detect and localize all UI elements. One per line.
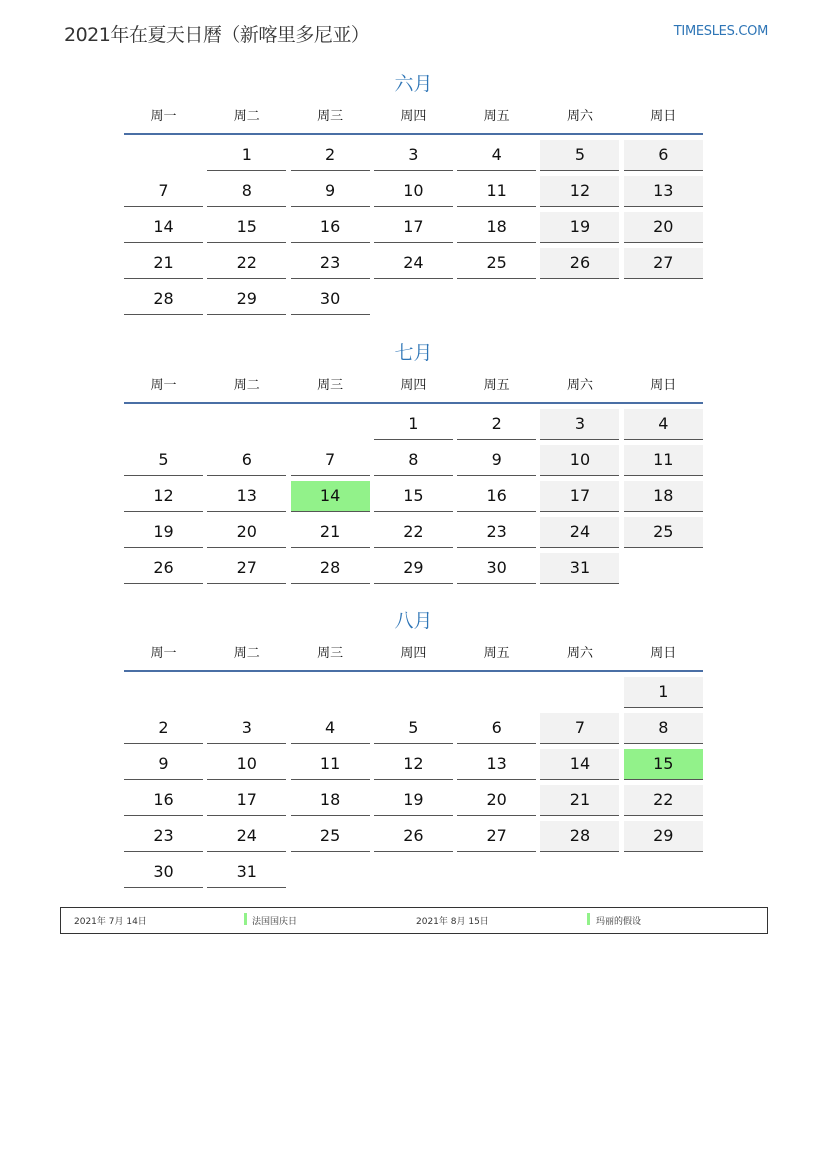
day-cell: 2 [124,713,203,744]
day-cell: 3 [374,140,453,171]
legend-color-swatch [587,913,590,925]
day-cell: 14 [291,481,370,512]
day-cell: 15 [374,481,453,512]
day-cell: 21 [124,248,203,279]
day-cell: 18 [624,481,703,512]
day-cell: 23 [457,517,536,548]
weekday-wed: 周三 [317,109,344,124]
day-cell: 17 [540,481,619,512]
weekday-mon: 周一 [150,646,177,661]
weekday-sat: 周六 [566,378,593,393]
day-cell: 31 [540,553,619,584]
day-cell: 27 [624,248,703,279]
weekday-sat: 周六 [566,646,593,661]
day-cell: 29 [207,284,286,315]
day-cell: 13 [457,749,536,780]
day-cell: 7 [124,176,203,207]
day-cell: 6 [207,445,286,476]
month-june [124,70,703,320]
day-cell: 1 [207,140,286,171]
weekday-sun: 周日 [650,646,677,661]
weekday-mon: 周一 [150,109,177,124]
day-cell: 7 [540,713,619,744]
day-cell: 6 [624,140,703,171]
legend-date: 2021年 7月 14日 [74,917,147,927]
weekday-header [124,373,703,399]
day-cell: 17 [207,785,286,816]
weekday-fri: 周五 [483,109,510,124]
day-cell: 2 [291,140,370,171]
day-cell: 23 [291,248,370,279]
day-cell: 5 [540,140,619,171]
day-cell: 3 [540,409,619,440]
weekday-sun: 周日 [650,378,677,393]
site-link[interactable]: TIMESLES.COM [673,24,768,39]
day-cell: 13 [624,176,703,207]
day-cell: 25 [624,517,703,548]
empty-cell [540,677,619,707]
day-cell: 9 [457,445,536,476]
day-grid [124,140,703,320]
day-cell: 2 [457,409,536,440]
day-cell: 12 [540,176,619,207]
day-cell: 1 [374,409,453,440]
empty-cell [124,677,203,707]
day-cell: 4 [624,409,703,440]
day-cell: 16 [457,481,536,512]
weekday-header [124,641,703,667]
weekday-thu: 周四 [400,378,427,393]
day-cell: 3 [207,713,286,744]
day-cell: 22 [207,248,286,279]
header-divider [124,133,703,135]
day-cell: 18 [457,212,536,243]
day-cell: 8 [207,176,286,207]
day-cell: 19 [124,517,203,548]
weekday-header [124,104,703,130]
weekday-sat: 周六 [566,109,593,124]
day-cell: 5 [124,445,203,476]
day-cell: 10 [540,445,619,476]
day-cell: 31 [207,857,286,888]
day-cell: 13 [207,481,286,512]
day-cell: 11 [457,176,536,207]
day-cell: 12 [374,749,453,780]
day-cell: 20 [624,212,703,243]
page-title: 2021年在夏天日曆（新喀里多尼亚） [64,24,370,46]
header-divider [124,670,703,672]
month-august [124,607,703,893]
day-cell: 4 [291,713,370,744]
day-cell: 22 [374,517,453,548]
day-grid [124,677,703,893]
weekday-thu: 周四 [400,109,427,124]
day-cell: 24 [207,821,286,852]
day-cell: 5 [374,713,453,744]
day-cell: 27 [207,553,286,584]
weekday-wed: 周三 [317,378,344,393]
day-cell: 24 [374,248,453,279]
weekday-tue: 周二 [233,378,260,393]
day-cell: 15 [207,212,286,243]
day-cell: 10 [374,176,453,207]
weekday-tue: 周二 [233,646,260,661]
legend-holiday-name: 法国国庆日 [252,917,298,927]
day-cell: 29 [624,821,703,852]
month-title: 七月 [394,342,433,364]
day-cell: 8 [624,713,703,744]
day-cell: 10 [207,749,286,780]
day-cell: 20 [457,785,536,816]
month-july [124,339,703,589]
day-cell: 9 [124,749,203,780]
empty-cell [457,677,536,707]
day-cell: 19 [540,212,619,243]
empty-cell [374,677,453,707]
day-cell: 19 [374,785,453,816]
day-cell: 16 [291,212,370,243]
day-cell: 22 [624,785,703,816]
weekday-tue: 周二 [233,109,260,124]
weekday-wed: 周三 [317,646,344,661]
day-cell: 11 [291,749,370,780]
day-cell: 9 [291,176,370,207]
empty-cell [291,677,370,707]
day-cell: 28 [291,553,370,584]
month-title: 六月 [394,73,433,95]
day-cell: 26 [374,821,453,852]
day-cell: 6 [457,713,536,744]
day-cell: 14 [540,749,619,780]
day-cell: 25 [457,248,536,279]
weekday-fri: 周五 [483,378,510,393]
day-cell: 1 [624,677,703,708]
day-cell: 28 [124,284,203,315]
day-cell: 17 [374,212,453,243]
day-cell: 26 [124,553,203,584]
weekday-fri: 周五 [483,646,510,661]
day-cell: 28 [540,821,619,852]
weekday-thu: 周四 [400,646,427,661]
day-cell: 23 [124,821,203,852]
day-cell: 24 [540,517,619,548]
day-cell: 4 [457,140,536,171]
day-cell: 21 [291,517,370,548]
day-cell: 15 [624,749,703,780]
day-cell: 7 [291,445,370,476]
day-cell: 14 [124,212,203,243]
day-cell: 11 [624,445,703,476]
day-cell: 26 [540,248,619,279]
empty-cell [207,409,286,439]
holiday-legend [60,907,768,934]
header-divider [124,402,703,404]
day-cell: 25 [291,821,370,852]
day-cell: 30 [291,284,370,315]
day-cell: 27 [457,821,536,852]
empty-cell [124,140,203,170]
day-cell: 21 [540,785,619,816]
month-title: 八月 [394,610,433,632]
day-cell: 8 [374,445,453,476]
empty-cell [124,409,203,439]
weekday-mon: 周一 [150,378,177,393]
legend-color-swatch [244,913,247,925]
legend-date: 2021年 8月 15日 [416,917,489,927]
day-cell: 30 [124,857,203,888]
day-cell: 20 [207,517,286,548]
day-grid [124,409,703,589]
day-cell: 16 [124,785,203,816]
day-cell: 12 [124,481,203,512]
empty-cell [207,677,286,707]
day-cell: 18 [291,785,370,816]
day-cell: 29 [374,553,453,584]
empty-cell [291,409,370,439]
legend-holiday-name: 玛丽的假设 [596,917,642,927]
day-cell: 30 [457,553,536,584]
weekday-sun: 周日 [650,109,677,124]
